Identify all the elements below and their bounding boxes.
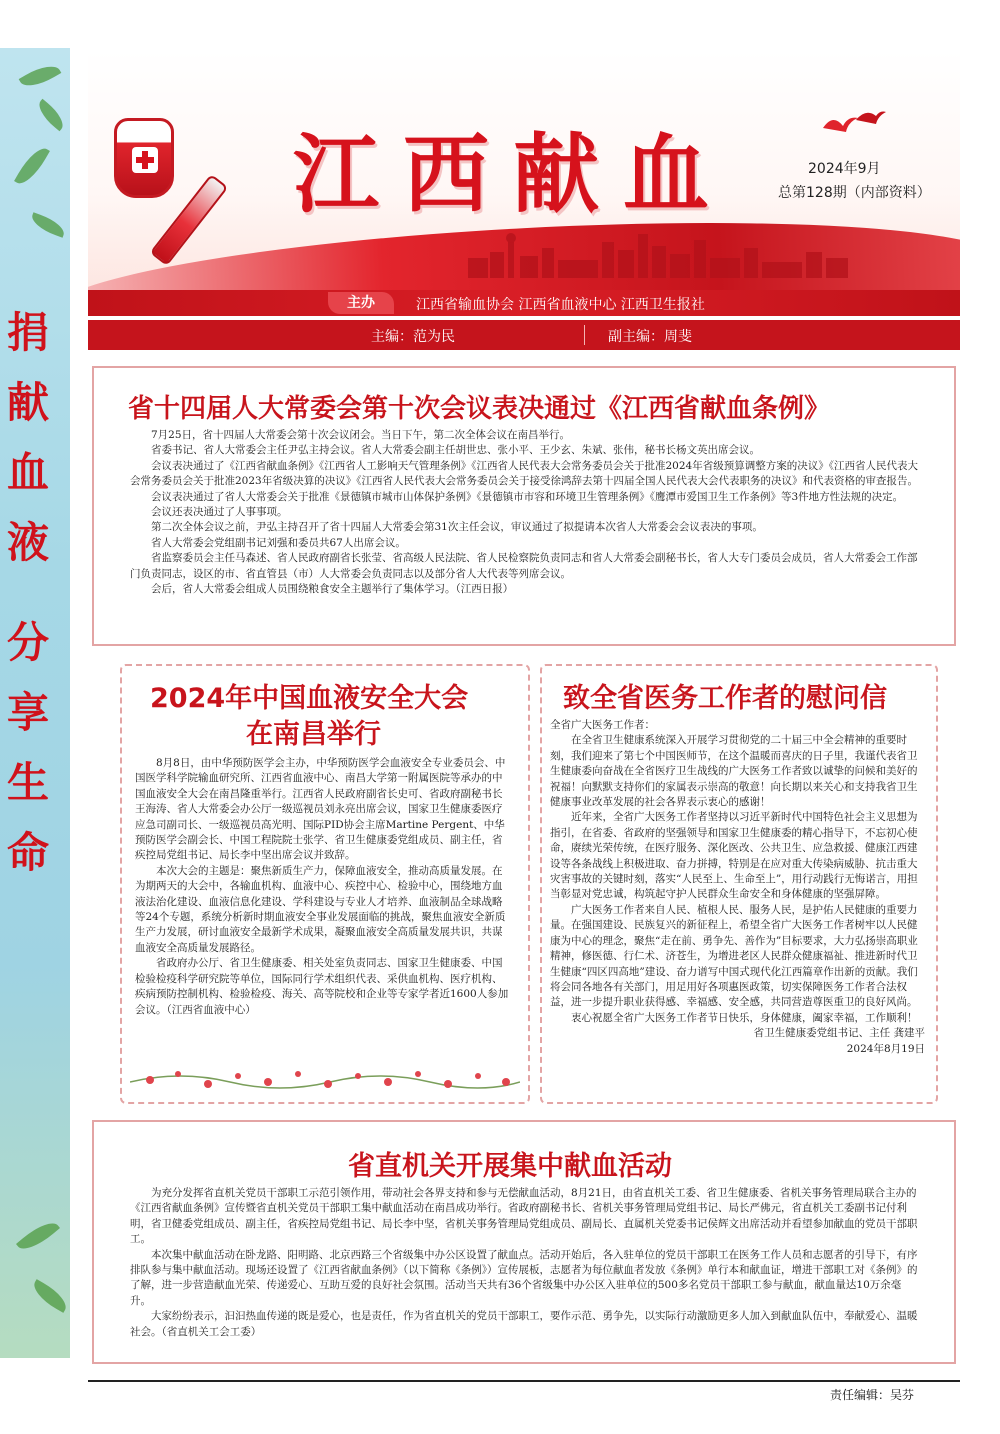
article4-body xyxy=(130,1186,920,1340)
article2-paragraph: 本次大会的主题是：聚焦新质生产力，保障血液安全，推动高质量发展。在为期两天的大会中，各输血机构、血液中心、疾控中心、检验中心，围绕地方血液法治化建设、血液信息化建设、学科建设与专业人才培养、血液制品全球战略等24个专题，系统分析新时期血液安全事业发展面临的挑战，聚焦血液安全新质生产力发展，研讨血液安全最新学术成果，凝聚血液安全高质量发展共识，共谋血液安全高质量发展路径。 xyxy=(135,864,506,954)
editor-divider xyxy=(584,325,585,345)
newspaper-title: 江西献血 xyxy=(293,124,733,225)
side-char: 血 xyxy=(6,448,49,497)
side-char: 液 xyxy=(6,518,49,567)
letter-salutation: 全省广大医务工作者： xyxy=(550,719,655,731)
article1-paragraph: 会议表决通过了省人大常委会关于批准《景德镇市城市山体保护条例》《景德镇市市容和环境卫生管理条例》《鹰潭市爱国卫生工作条例》等3件地方性法规的决定。 xyxy=(151,490,904,503)
city-skyline-icon xyxy=(468,228,848,278)
blood-bag-icon xyxy=(114,118,174,198)
responsible-editor: 责任编辑：吴芬 xyxy=(830,1388,915,1402)
editor-bar xyxy=(88,320,960,350)
leaf-decoration xyxy=(29,212,68,237)
side-char: 生 xyxy=(6,758,49,807)
article2-body xyxy=(135,756,510,1018)
side-banner xyxy=(0,48,70,1358)
letter-signature: 省卫生健康委党组书记、主任 龚建平 xyxy=(753,1027,925,1040)
letter-date: 2024年8月19日 xyxy=(846,1042,925,1055)
sponsor-label: 主办 xyxy=(328,292,394,314)
issue-date: 2024年9月 xyxy=(808,161,881,177)
article1-paragraph: 会后，省人大常委会组成人员围绕粮食安全主题举行了集体学习。（江西日报） xyxy=(151,583,514,596)
article2-headline-line2: 在南昌举行 xyxy=(246,719,381,750)
side-char: 献 xyxy=(6,378,49,427)
article3-headline: 致全省医务工作者的慰问信 xyxy=(563,683,887,714)
birds-icon xyxy=(818,108,888,148)
leaf-decoration xyxy=(16,1216,60,1257)
article4-paragraph: 大家纷纷表示，汩汩热血传递的既是爱心，也是责任，作为省直机关的党员干部职工，要作示范、勇争先，以实际行动激励更多人加入到献血队伍中，奉献爱心、温暖社会。（省直机关工会工委） xyxy=(130,1310,918,1338)
article4-paragraph: 本次集中献血活动在卧龙路、阳明路、北京西路三个省级集中办公区设置了献血点。活动开始后，各入驻单位的党员干部职工在医务工作人员和志愿者的引导下，有序排队参与集中献血活动。现场还设置了《江西省献血条例》（以下简称《条例》）宣传展板，志愿者为每位献血者发放《条例》单行本和献血证，增进干部职工对《条例》的了解，进一步营造献血光荣、传递爱心、互助互爱的良好社会氛围。活动当天共有36个省级集中办公区入驻单位的500多名党员干部职工参与献血，献血量达10万余毫升。 xyxy=(130,1248,918,1307)
issue-number: 总第128期（内部资料） xyxy=(778,185,931,201)
sponsor-list: 江西省输血协会 江西省血液中心 江西卫生报社 xyxy=(416,297,705,313)
side-char: 享 xyxy=(6,688,49,737)
leaf-decoration xyxy=(33,99,68,132)
article1-paragraph: 省人大常委会党组副书记刘强和委员共67人出席会议。 xyxy=(151,536,406,549)
leaf-decoration xyxy=(29,1279,70,1313)
side-char: 命 xyxy=(6,828,49,877)
article1-paragraph: 会议还表决通过了人事事项。 xyxy=(151,506,288,519)
article2-paragraph: 8月8日，由中华预防医学会主办，中华预防医学会血液安全专业委员会、中国医学科学院输血研究所、江西省血液中心、南昌大学第一附属医院等承办的中国血液安全大会在南昌隆重举行。江西省人民政府副省长史可、省政府副秘书长王海涛、省人大常委会办公厅一级巡视员刘永亮出席会议，国家卫生健康委医疗应急司副司长、一级巡视员高光明、国际PID协会主席Martine Pergent、中华预防医学会副会长、中国工程院院士张学、省卫生健康委党组成员、副主任，省疾控局党组书记、局长李中坚出席会议并致辞。 xyxy=(135,757,506,862)
article1-paragraph: 7月25日，省十四届人大常委会第十次会议闭会。当日下午，第二次全体会议在南昌举行。 xyxy=(151,429,571,441)
article2-paragraph: 省政府办公厅、省卫生健康委、相关处室负责同志、国家卫生健康委、中国检验检疫科学研究院等单位，国际同行学术组织代表、采供血机构、医疗机构、疾病预防控制机构、检验检疫、海关、高等院校和企业等专家学者近1600人参加会议。（江西省血液中心） xyxy=(135,957,509,1016)
article3-paragraph: 在全省卫生健康系统深入开展学习贯彻党的二十届三中全会精神的重要时刻，我们迎来了第七个中国医师节，在这个温暖而喜庆的日子里，我谨代表省卫生健康委向奋战在全省医疗卫生战线的广大医务工作者致以诚挚的问候和美好的祝福！向默默支持你们的家属表示崇高的敬意！向长期以来关心和支持我省卫生健康事业改革发展的社会各界表示衷心的感谢！ xyxy=(550,734,918,809)
medical-cross-icon xyxy=(132,147,158,173)
article3-paragraph: 衷心祝愿全省广大医务工作者节日快乐，身体健康，阖家幸福，工作顺利！ xyxy=(571,1011,918,1024)
leaf-decoration xyxy=(14,143,50,189)
article3-body xyxy=(550,718,925,1057)
flower-border-icon xyxy=(130,1064,520,1094)
masthead xyxy=(88,50,960,290)
article1-headline: 省十四届人大常委会第十次会议表决通过《江西省献血条例》 xyxy=(128,394,831,424)
article3-paragraph: 广大医务工作者来自人民、植根人民、服务人民，是护佑人民健康的重要力量。在强国建设、民族复兴的新征程上，希望全省广大医务工作者树牢以人民健康为中心的理念，聚焦“走在前、勇争先、善作为”目标要求，大力弘扬崇高职业精神，修医德、行仁术、济苍生，为增进老区人民群众健康福祉、推进新时代卫生健康“四区四高地”建设、奋力谱写中国式现代化江西篇章作出新的贡献。我们将会同各地各有关部门，用足用好各项惠医政策，切实保障医务工作者合法权益，进一步提升职业获得感、幸福感、安全感，共同营造尊医重卫的良好风尚。 xyxy=(550,903,918,1009)
article1-paragraph: 省监察委员会主任马森述、省人民政府副省长张莹、省高级人民法院、省人民检察院负责同志和省人大常委会副秘书长，省人大专门委员会成员，省人大常委会工作部门负责同志，设区的市、省直管县（市）人大常委会负责同志以及部分省人大代表等列席会议。 xyxy=(130,552,918,580)
side-char: 捐 xyxy=(6,308,49,357)
article1-paragraph: 第二次全体会议之前，尹弘主持召开了省十四届人大常委会第31次主任会议，审议通过了拟提请本次省人大常委会会议表决的事项。 xyxy=(151,521,763,534)
chief-editor: 主编：范为民 xyxy=(371,329,455,345)
article2-headline-line1: 2024年中国血液安全大会 xyxy=(150,683,469,714)
side-char: 分 xyxy=(6,618,49,667)
article4-headline: 省直机关开展集中献血活动 xyxy=(348,1151,672,1182)
article4-paragraph: 为充分发挥省直机关党员干部职工示范引领作用，带动社会各界支持和参与无偿献血活动，8月21日，由省直机关工委、省卫生健康委、省机关事务管理局联合主办的《江西省献血条例》宣传暨省直机关党员干部职工集中献血活动在南昌成功举行。省政府副秘书长、省机关事务管理局党组书记、局长严佛元，省直机关工委副书记付利明，省卫健委党组成员、副主任，省疾控局党组书记、局长李中坚，省机关事务管理局党组成员、副局长、直属机关党委书记侯辉文出席活动并看望参加献血的党员干部职工。 xyxy=(130,1187,918,1246)
article3-paragraph: 近年来，全省广大医务工作者坚持以习近平新时代中国特色社会主义思想为指引，在省委、省政府的坚强领导和国家卫生健康委的精心指导下，不忘初心使命，赓续光荣传统，在医疗服务、深化医改、公共卫生、应急救援、健康江西建设等各条战线上积极进取、奋力拼搏，特别是在应对重大传染病威胁、抗击重大灾害事故的关键时刻，落实“人民至上、生命至上”，用行动践行无悔诺言，用担当彰显对党忠诚，构筑起守护人民群众生命安全和身体健康的坚强屏障。 xyxy=(550,811,918,901)
article1-paragraph: 会议表决通过了《江西省献血条例》《江西省人工影响天气管理条例》《江西省人民代表大会常务委员会关于批准2024年省级预算调整方案的决议》《江西省人民代表大会常务委员会关于批准2023年省级决算的决议》《江西省人民代表大会常务委员会关于接受徐鸿辞去第十四届全国人民代表大会代表职务的决议》和代表资格的审查报告。 xyxy=(130,459,918,488)
article1-body xyxy=(130,428,920,597)
sponsor-bar xyxy=(88,290,960,318)
leaf-decoration xyxy=(19,59,62,93)
deputy-editor: 副主编：周斐 xyxy=(608,329,692,345)
footer-rule xyxy=(88,1380,960,1382)
article1-paragraph: 省委书记、省人大常委会主任尹弘主持会议。省人大常委会副主任胡世忠、张小平、王少玄、朱斌、张伟，秘书长杨文英出席会议。 xyxy=(151,444,760,457)
side-slogan xyxy=(2,298,54,888)
